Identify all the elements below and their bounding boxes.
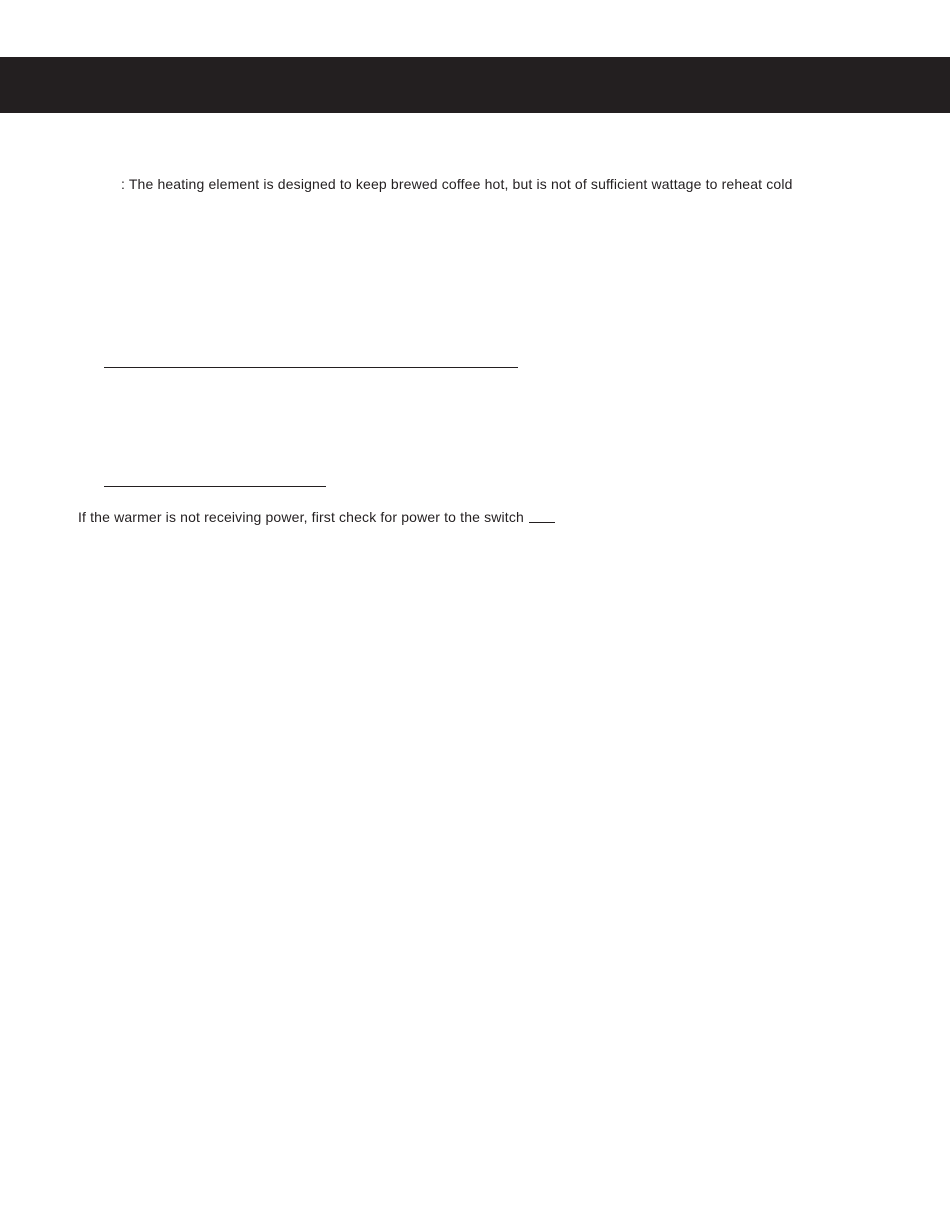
section-underline-short [104,486,326,487]
blank-underline [529,522,555,523]
header-bar [0,57,950,113]
heating-element-note: : The heating element is designed to keep brewed coffee hot, but is not of sufficient wattage to reheat cold [121,176,793,192]
power-check-paragraph [78,508,555,526]
power-check-text: If the warmer is not receiving power, first check for power to the switch [78,509,524,525]
section-underline-long [104,367,518,368]
